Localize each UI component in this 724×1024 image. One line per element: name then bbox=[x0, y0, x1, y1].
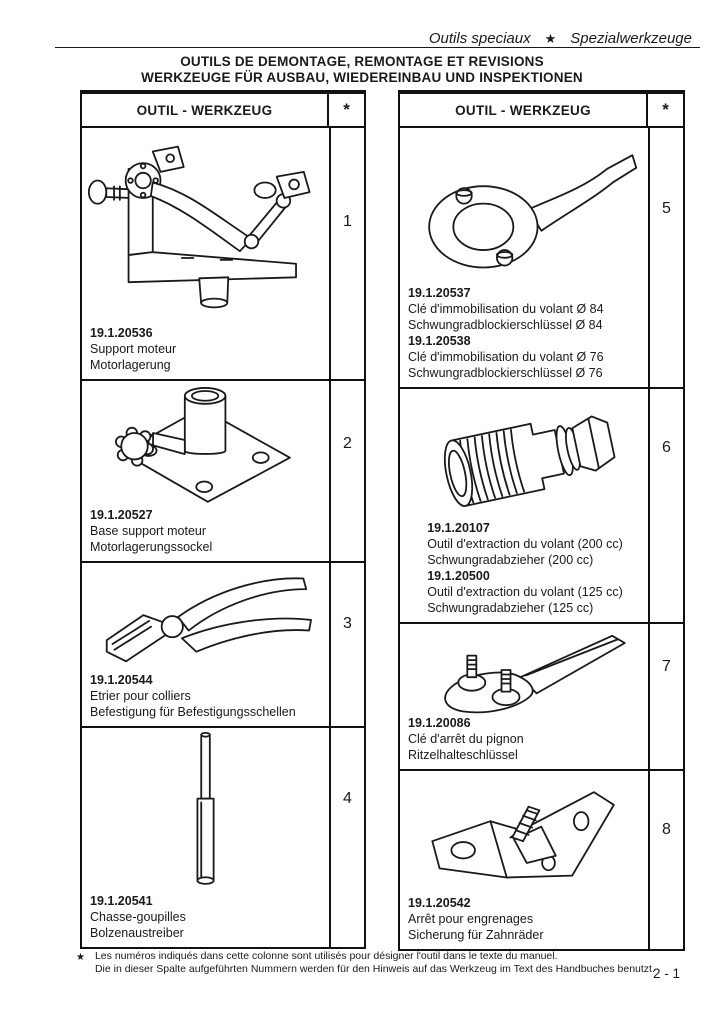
star-icon: ★ bbox=[544, 30, 557, 46]
tool-cell bbox=[400, 624, 648, 769]
ref-number-cell bbox=[329, 728, 364, 947]
part-number: 19.1.20542 bbox=[408, 896, 471, 910]
page-title-fr: OUTILS DE DEMONTAGE, REMONTAGE ET REVISIONS bbox=[180, 54, 544, 69]
running-header bbox=[429, 30, 692, 47]
ref-number: 3 bbox=[343, 615, 352, 632]
table-header-label: OUTIL - WERKZEUG bbox=[455, 102, 591, 118]
flywheel-wrench-illustration bbox=[400, 128, 648, 285]
pliers-illustration bbox=[82, 563, 329, 672]
table-header-label: OUTIL - WERKZEUG bbox=[136, 102, 273, 118]
tool-caption bbox=[400, 895, 648, 949]
ref-number-cell bbox=[329, 128, 364, 379]
tool-cell bbox=[400, 389, 648, 622]
pin-punch-illustration bbox=[82, 728, 329, 893]
tool-caption bbox=[82, 325, 329, 379]
tool-caption bbox=[400, 285, 648, 387]
tool-name-de: Schwungradblockierschlüssel Ø 84 bbox=[408, 318, 603, 332]
table-header-star-icon: * bbox=[646, 94, 683, 126]
footnote-line-de: Die in dieser Spalte aufgeführten Nummern werden für den Hinweis auf das Werkzeug im Text des Handbuches benutzt. bbox=[94, 963, 655, 975]
tool-name-fr: Etrier pour colliers bbox=[90, 689, 191, 703]
ref-number-cell bbox=[329, 563, 364, 726]
star-icon: ★ bbox=[76, 952, 85, 963]
tool-caption bbox=[82, 893, 329, 947]
pin-wrench-illustration bbox=[400, 624, 648, 715]
tool-name-fr: Clé d'immobilisation du volant Ø 84 bbox=[408, 302, 604, 316]
part-number: 19.1.20541 bbox=[90, 894, 153, 908]
running-header-de: Spezialwerkzeuge bbox=[570, 30, 692, 47]
tool-cell bbox=[400, 771, 648, 949]
tool-caption bbox=[82, 672, 329, 726]
tool-table-right bbox=[398, 90, 685, 951]
tool-name-fr: Support moteur bbox=[90, 342, 177, 356]
tool-row-7 bbox=[400, 624, 683, 771]
tool-name-de: Motorlagerung bbox=[90, 358, 171, 372]
base-support-illustration bbox=[82, 381, 329, 507]
tool-name-fr: Outil d'extraction du volant (200 cc) bbox=[427, 537, 623, 551]
ref-number: 4 bbox=[343, 790, 352, 807]
footnote bbox=[76, 950, 656, 976]
tool-name-fr: Chasse-goupilles bbox=[90, 910, 186, 924]
running-header-fr: Outils speciaux bbox=[428, 30, 531, 47]
ref-number: 1 bbox=[343, 213, 352, 230]
tool-row-8 bbox=[400, 771, 683, 949]
ref-number: 2 bbox=[343, 435, 352, 452]
part-number: 19.1.20544 bbox=[90, 673, 153, 687]
tool-row-3 bbox=[82, 563, 364, 728]
part-number: 19.1.20537 bbox=[408, 286, 471, 300]
part-number: 19.1.20536 bbox=[90, 326, 153, 340]
table-header bbox=[400, 94, 683, 128]
tool-caption bbox=[82, 507, 329, 561]
ref-number-cell bbox=[648, 771, 683, 949]
part-number: 19.1.20538 bbox=[408, 334, 471, 348]
table-header-star-icon: * bbox=[327, 94, 364, 126]
tool-caption bbox=[400, 715, 648, 769]
page-title-de: WERKZEUGE FÜR AUSBAU, WIEDEREINBAU UND INSPEKTIONEN bbox=[141, 70, 583, 85]
tool-row-2 bbox=[82, 381, 364, 563]
tool-name-de: Motorlagerungssockel bbox=[90, 540, 213, 554]
ref-number: 5 bbox=[662, 200, 671, 217]
ref-number-cell bbox=[648, 389, 683, 622]
tool-caption bbox=[419, 520, 629, 622]
tool-name-de: Schwungradblockierschlüssel Ø 76 bbox=[408, 366, 603, 380]
tool-table-left bbox=[80, 90, 366, 949]
tool-row-4 bbox=[82, 728, 364, 947]
ref-number: 6 bbox=[662, 439, 671, 456]
tool-name-fr: Clé d'immobilisation du volant Ø 76 bbox=[408, 350, 604, 364]
part-number: 19.1.20527 bbox=[90, 508, 153, 522]
engine-support-illustration bbox=[82, 128, 329, 325]
tool-cell bbox=[400, 128, 648, 387]
tool-cell bbox=[82, 563, 329, 726]
tool-row-5 bbox=[400, 128, 683, 389]
page-number: 2 - 1 bbox=[652, 966, 680, 981]
tool-name-de: Befestigung für Befestigungsschellen bbox=[90, 705, 296, 719]
tool-name-de: Schwungradabzieher (125 cc) bbox=[427, 601, 594, 615]
header-rule bbox=[55, 47, 700, 48]
tool-cell bbox=[82, 128, 329, 379]
footnote-text bbox=[95, 950, 655, 976]
tool-cell bbox=[82, 728, 329, 947]
tool-row-6 bbox=[400, 389, 683, 624]
ref-number-cell bbox=[329, 381, 364, 561]
tool-name-fr: Arrêt pour engrenages bbox=[408, 912, 534, 926]
flywheel-extractor-illustration bbox=[417, 389, 632, 520]
part-number: 19.1.20086 bbox=[408, 716, 471, 730]
page-title bbox=[0, 54, 724, 86]
tool-name-fr: Clé d'arrêt du pignon bbox=[408, 732, 524, 746]
ref-number: 8 bbox=[662, 821, 671, 838]
gear-stop-illustration bbox=[400, 771, 648, 895]
tool-name-fr: Outil d'extraction du volant (125 cc) bbox=[427, 585, 623, 599]
ref-number: 7 bbox=[662, 658, 671, 675]
tool-name-de: Bolzenaustreiber bbox=[90, 926, 184, 940]
tool-name-de: Schwungradabzieher (200 cc) bbox=[427, 553, 594, 567]
part-number: 19.1.20107 bbox=[427, 521, 490, 535]
table-header bbox=[82, 94, 364, 128]
ref-number-cell bbox=[648, 128, 683, 387]
footnote-line-fr: Les numéros indiqués dans cette colonne sont utilisés pour désigner l'outil dans le texte du manuel. bbox=[94, 950, 558, 962]
tool-cell bbox=[82, 381, 329, 561]
tool-row-1 bbox=[82, 128, 364, 381]
tool-name-fr: Base support moteur bbox=[90, 524, 207, 538]
ref-number-cell bbox=[648, 624, 683, 769]
tool-name-de: Ritzelhalteschlüssel bbox=[408, 748, 518, 762]
tool-name-de: Sicherung für Zahnräder bbox=[408, 928, 544, 942]
part-number: 19.1.20500 bbox=[427, 569, 490, 583]
